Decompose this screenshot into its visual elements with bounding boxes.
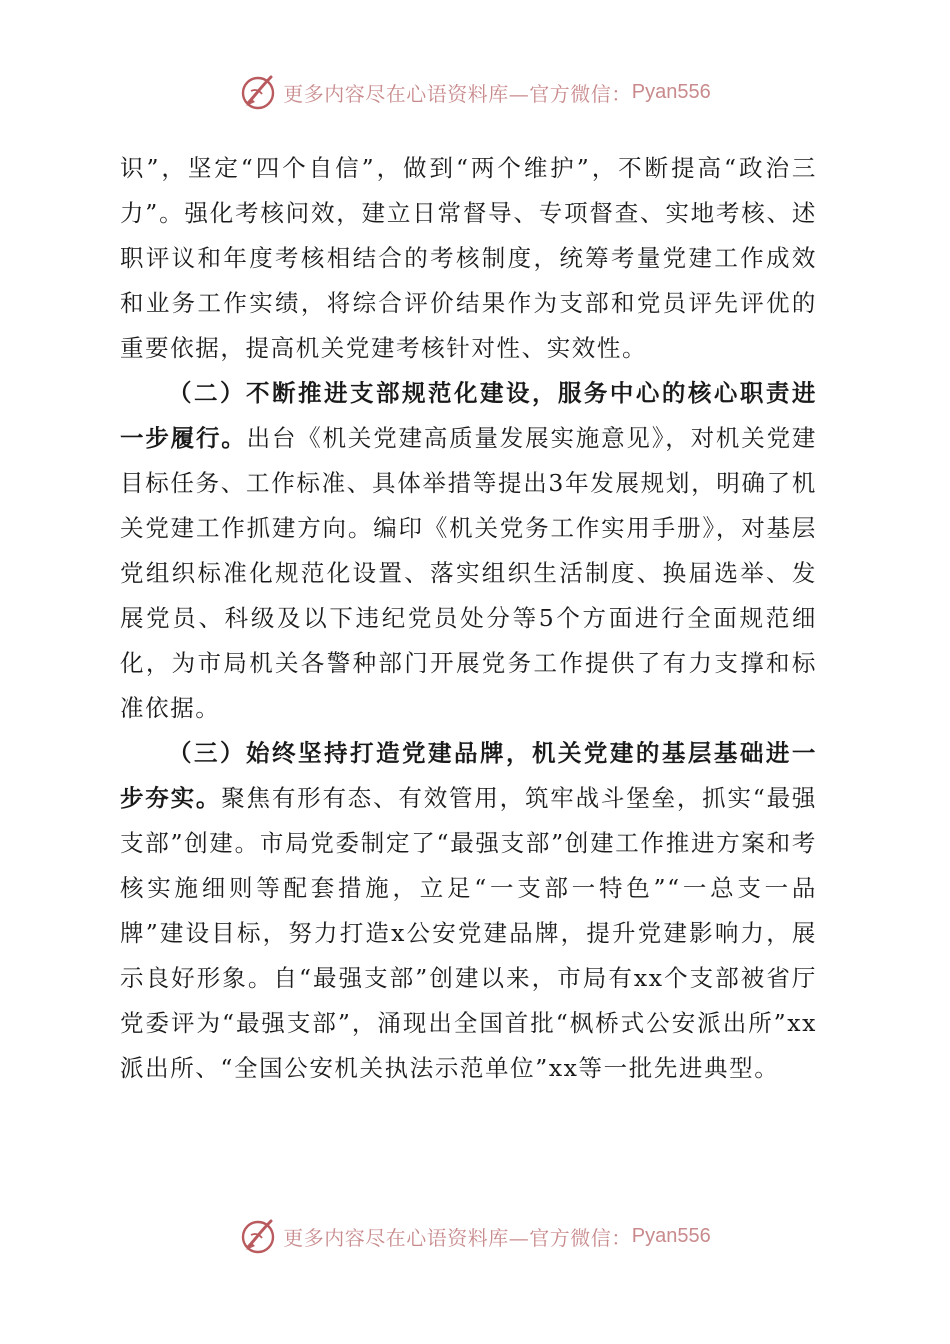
brush-logo-icon <box>239 72 279 112</box>
paragraph-3-body: 聚焦有形有态、有效管用，筑牢战斗堡垒，抓实“最强支部”创建。市局党委制定了“最强支部”创建工作推进方案和考核实施细则等配套措施，立足“一支部一特色”“一总支一品牌”建设目标，努力打造x公安党建品牌，提升党建影响力，展示良好形象。自“最强支部”创建以来，市局有xx个支部被省厅党委评为“最强支部”，涌现出全国首批“枫桥式公安派出所”xx派出所、“全国公安机关执法示范单位”xx等一批先进典型。 <box>120 784 817 1082</box>
paragraph-2-heading: （二）不断推进支部规范化建设，服务中心的核心职责进一步履行。 <box>120 379 817 452</box>
watermark-wechat-id: Pyan556 <box>631 80 711 103</box>
watermark-banner-bottom <box>0 1214 950 1258</box>
paragraph-3 <box>120 731 817 1091</box>
watermark-wechat-id: Pyan556 <box>631 1224 711 1247</box>
brush-logo-icon <box>239 1216 279 1256</box>
watermark-text: 更多内容尽在心语资料库—官方微信： <box>283 81 632 106</box>
watermark-banner-top <box>0 70 950 114</box>
watermark-text: 更多内容尽在心语资料库—官方微信： <box>283 1225 632 1250</box>
paragraph-3-heading: （三）始终坚持打造党建品牌，机关党建的基层基础进一步夯实。 <box>120 739 817 812</box>
paragraph-2-body: 出台《机关党建高质量发展实施意见》，对机关党建目标任务、工作标准、具体举措等提出3年发展规划，明确了机关党建工作抓建方向。编印《机关党务工作实用手册》，对基层党组织标准化规范化设置、落实组织生活制度、换届选举、发展党员、科级及以下违纪党员处分等5个方面进行全面规范细化，为市局机关各警种部门开展党务工作提供了有力支撑和标准依据。 <box>120 424 817 722</box>
paragraph-1 <box>120 146 817 371</box>
paragraph-1-body: 识”，坚定“四个自信”，做到“两个维护”，不断提高“政治三力”。强化考核问效，建立日常督导、专项督查、实地考核、述职评议和年度考核相结合的考核制度，统筹考量党建工作成效和业务工作实绩，将综合评价结果作为支部和党员评先评优的重要依据，提高机关党建考核针对性、实效性。 <box>120 154 817 362</box>
paragraph-2 <box>120 371 817 731</box>
document-body <box>120 146 817 1091</box>
